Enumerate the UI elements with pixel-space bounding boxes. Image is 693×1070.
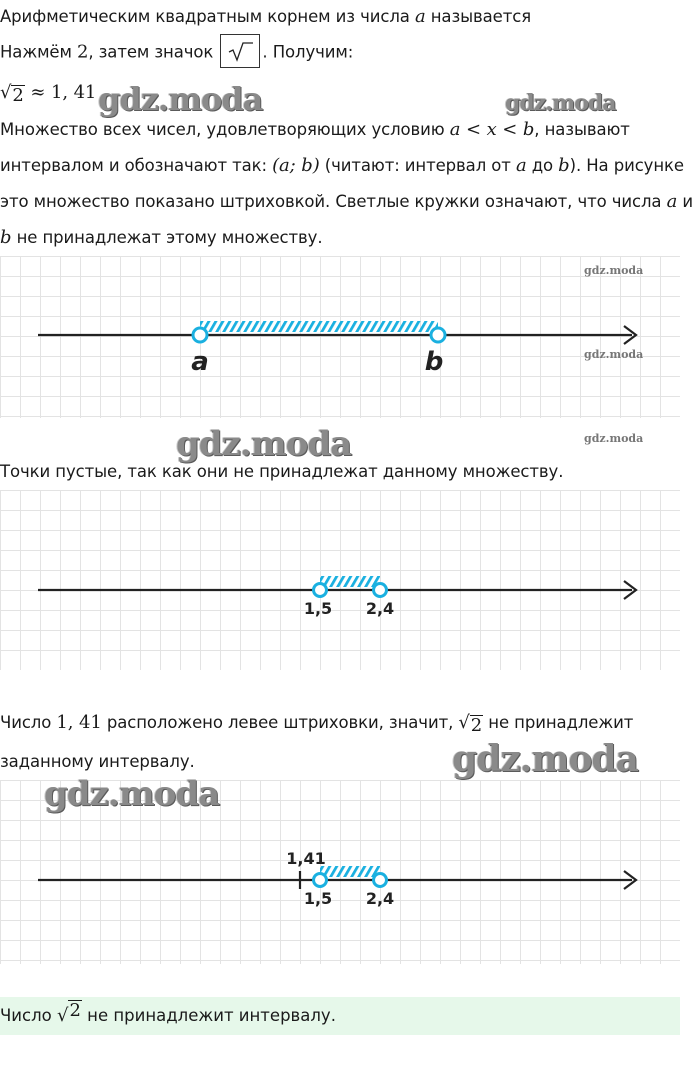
number-line-figure-1 [0,256,680,418]
instruction-line [0,36,353,70]
math-var: a [414,6,426,27]
paragraph-line [0,119,630,140]
text-segment: интервалом и обозначают так: [0,156,273,175]
answer-box [0,997,680,1035]
text-segment: (читают: интервал от [319,156,516,175]
text-segment: это множество показано штриховкой. Светлые кружки означают, что числа [0,192,667,211]
hatching [320,866,380,877]
math-var: a [515,155,527,176]
watermark-small: gdz.moda [584,264,644,277]
paragraph-line [0,155,684,176]
watermark: gdz.moda [452,738,638,780]
text-segment: заданному интервалу. [0,752,195,771]
math-inequality: a < x < b [449,119,535,140]
radical-sign: √ [57,1005,69,1026]
number-line-svg [0,256,680,418]
math-num: 1, 41 [56,712,102,733]
text-segment: и [677,192,693,211]
tick-label: 1,41 [286,849,326,868]
radicand: 2 [69,1000,81,1021]
open-point-a [193,328,207,342]
hatching [320,576,380,587]
text-segment: Точки пустые, так как они не принадлежат данному множеству. [0,462,564,481]
point-label-right: 2,4 [365,889,395,908]
radicand: 2 [470,715,483,736]
math-var: b [558,155,570,176]
paragraph-line [0,227,322,248]
text-segment: , называют [534,120,630,139]
number-line-svg [0,490,680,670]
text-segment: называется [425,7,532,26]
watermark: gdz.moda [176,424,352,464]
text-segment: Множество всех чисел, удовлетворяющих условию [0,120,450,139]
text-segment: Число [0,1006,57,1025]
sqrt-expression [57,997,82,1035]
definition-line [0,6,531,27]
radical-sign: √ [458,712,470,733]
radical-sign: √ [0,82,12,103]
math-op: ≈ [24,82,51,103]
open-point-left [314,874,327,887]
point-label-right: 2,4 [365,599,395,618]
open-point-right [374,584,387,597]
paragraph-line [0,191,693,212]
sqrt-key-icon [220,34,260,68]
number-line-figure-3 [0,774,680,964]
point-label-a: a [191,347,209,377]
hatching [200,321,438,332]
open-point-right [374,874,387,887]
number-line-figure-2 [0,490,680,670]
radicand: 2 [12,85,24,106]
paragraph-line [0,752,195,771]
watermark-small: gdz.moda [584,432,644,445]
point-label-b: b [424,347,444,377]
text-segment: ). На рисунке [569,156,684,175]
text-segment: , затем значок [88,42,219,62]
text-segment: Нажмём [0,42,77,62]
text-segment: не принадлежат этому множеству. [11,228,323,247]
approximation-line [0,82,96,106]
watermark: gdz.moda [98,80,263,118]
math-var: b [0,227,12,248]
open-point-b [431,328,445,342]
text-segment: Арифметическим квадратным корнем из числа [0,7,415,26]
paragraph-line [0,462,563,481]
math-interval: (a; b) [272,155,320,176]
math-num: 1, 41 [50,82,97,103]
text-segment: до [526,156,559,175]
watermark-small: gdz.moda [584,348,644,361]
text-segment: . Получим: [262,42,354,62]
text-segment: не принадлежит интервалу. [81,1006,336,1025]
watermark: gdz.moda [505,90,616,116]
text-segment: не принадлежит [483,713,634,732]
text-segment: Число [0,713,57,732]
text-segment: расположено левее штриховки, значит, [101,713,459,732]
paragraph-line [0,712,633,736]
sqrt-expression [458,712,483,736]
open-point-left [314,584,327,597]
watermark: gdz.moda [44,774,220,814]
point-label-left: 1,5 [303,889,333,908]
sqrt-expression [0,82,25,106]
math-var: a [666,191,678,212]
math-num: 2 [76,41,89,63]
point-label-left: 1,5 [303,599,333,618]
